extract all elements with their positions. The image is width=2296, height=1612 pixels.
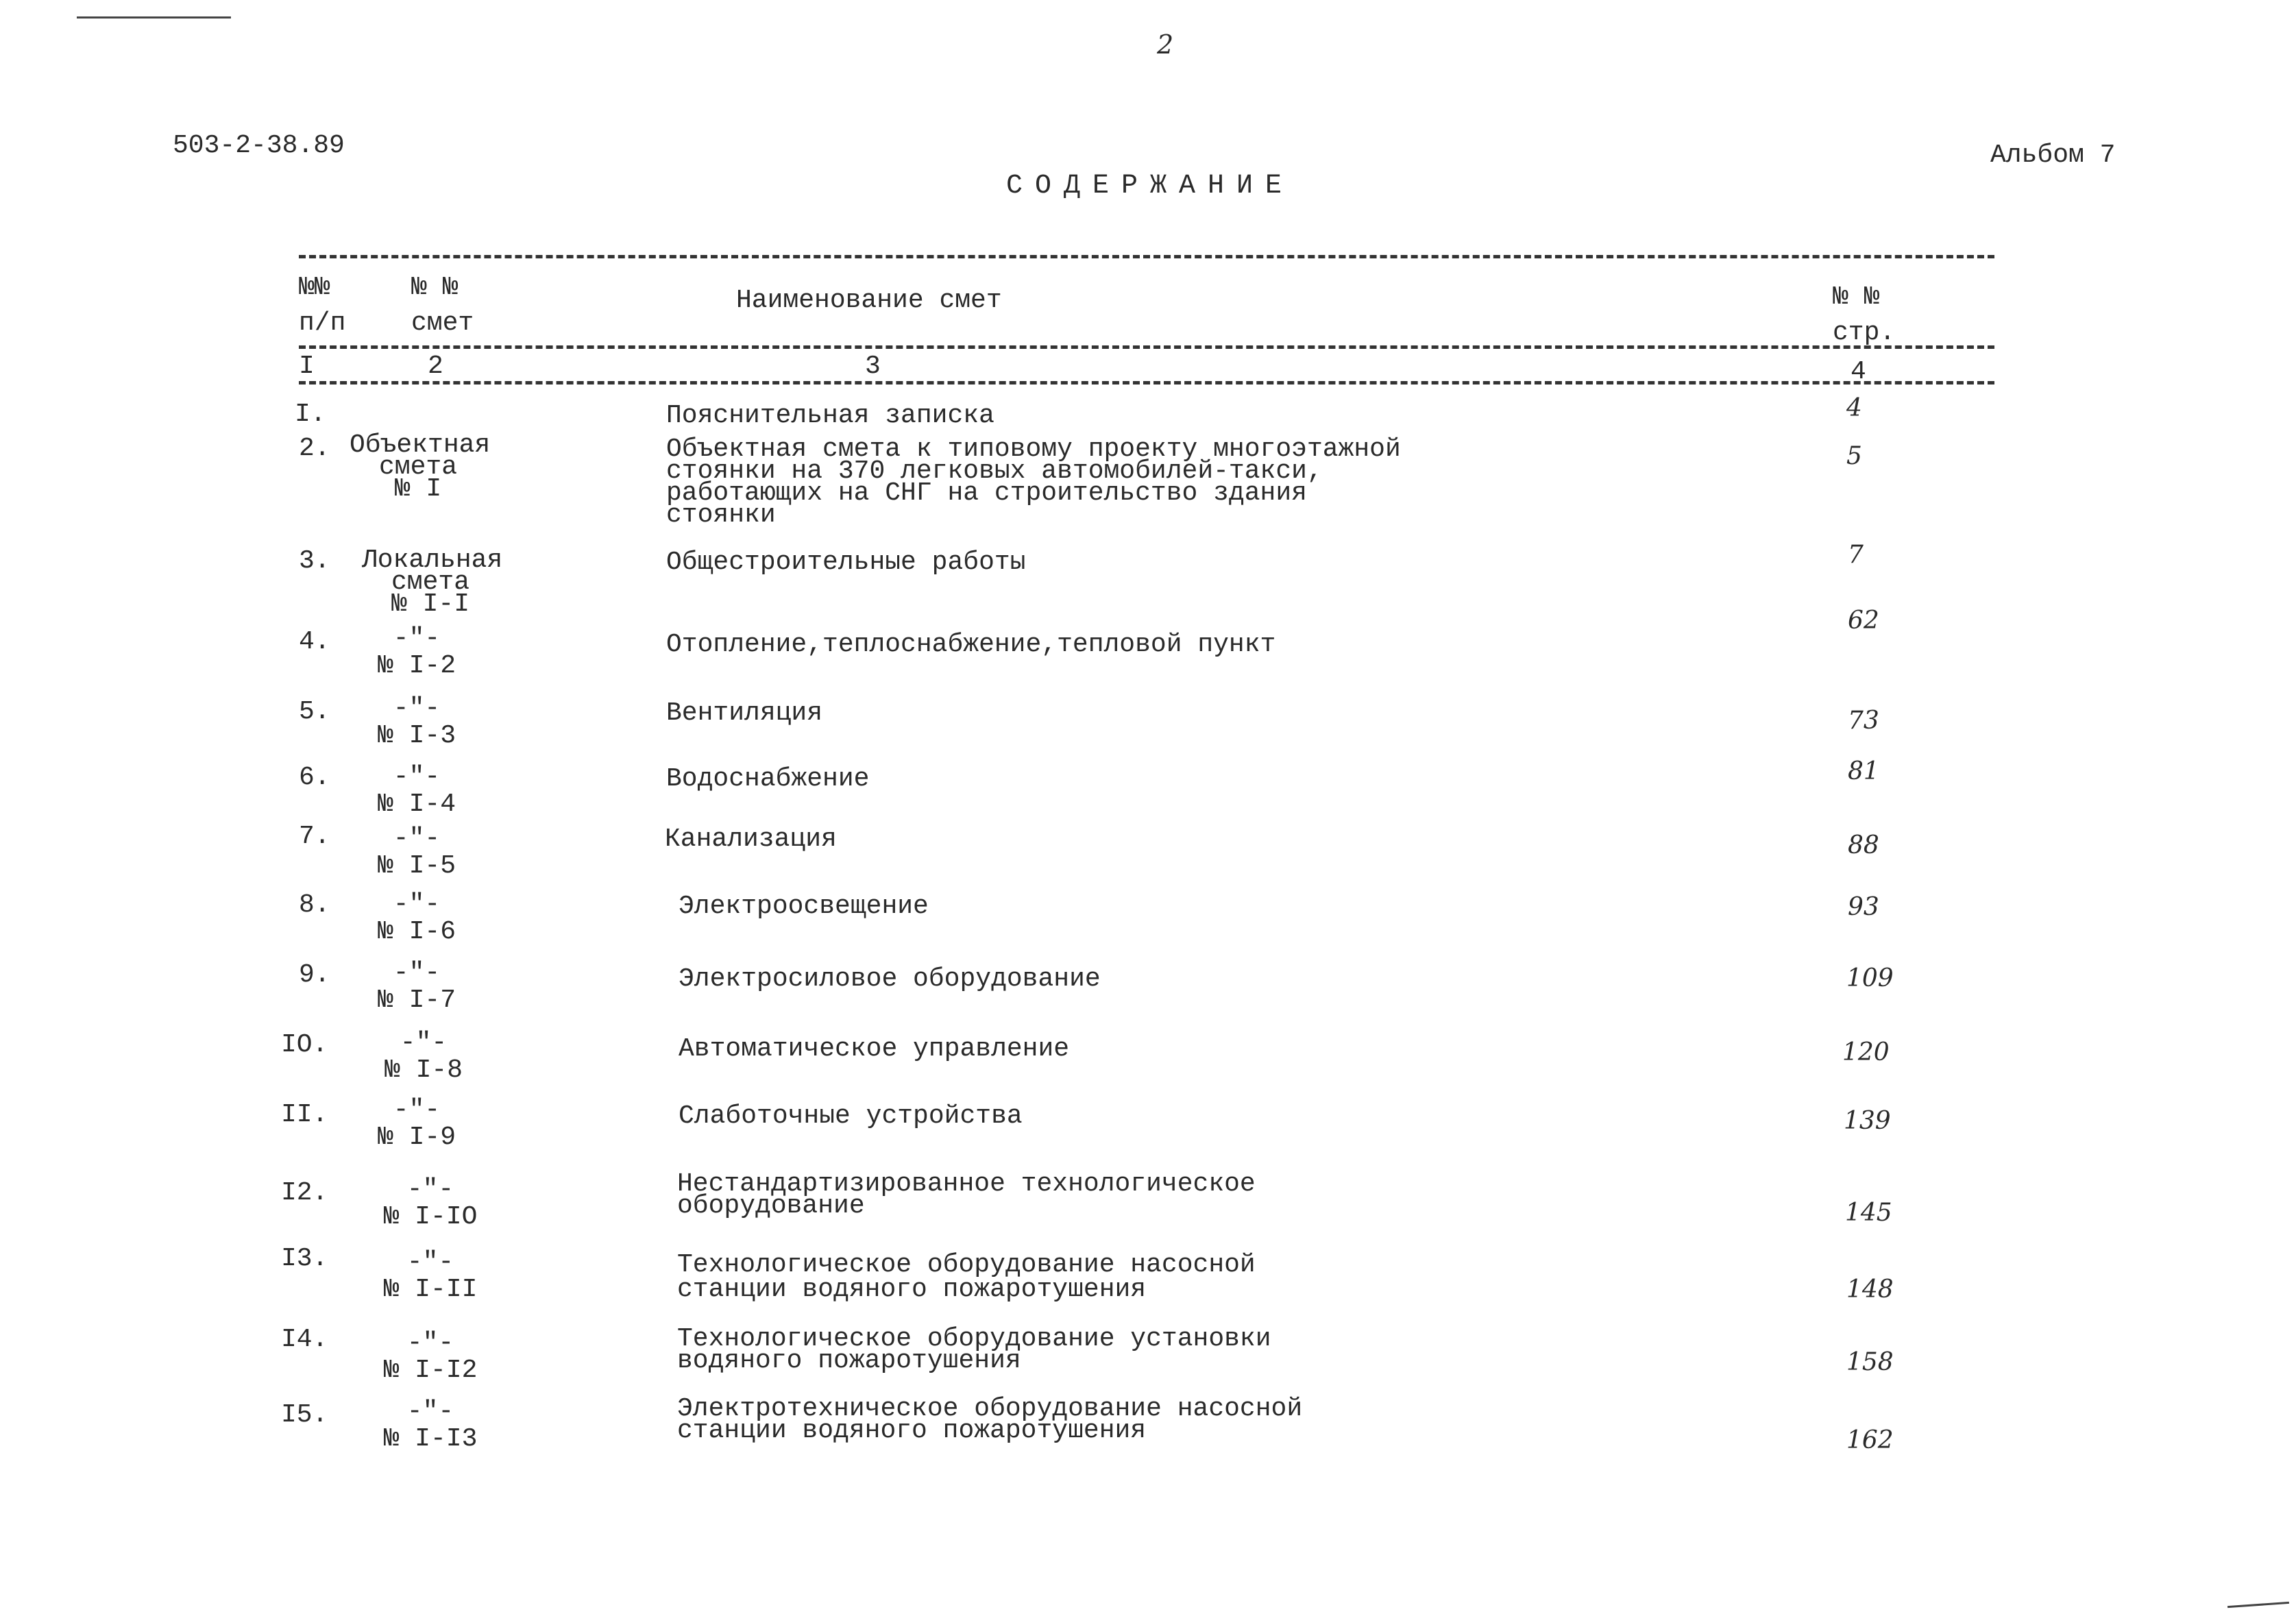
- row-page-number: 158: [1846, 1348, 1894, 1376]
- row-number: I.: [295, 400, 326, 429]
- row-number: 3.: [299, 546, 330, 576]
- row-number: 5.: [299, 697, 330, 726]
- row-estimate-name: Нестандартизированное технологическое оборудование: [677, 1169, 1256, 1221]
- row-page-number: 73: [1848, 707, 1879, 735]
- row-number: 9.: [299, 960, 330, 990]
- row-estimate-name: Слаботочные устройства: [679, 1101, 1023, 1131]
- row-estimate-name: Электротехническое оборудование насосной станции водяного пожаротушения: [677, 1394, 1303, 1445]
- row-estimate-number: -"- № I-2: [377, 624, 456, 681]
- header-page-number: № № стр.: [1833, 282, 1896, 347]
- row-page-number: 120: [1842, 1038, 1890, 1066]
- column-number-4: 4: [1851, 357, 1866, 387]
- row-estimate-number: Объектная смета № I: [350, 430, 491, 504]
- row-estimate-number: -"- № I-6: [377, 890, 456, 947]
- row-estimate-number: -"- № I-IO: [383, 1175, 478, 1232]
- row-number: 2.: [299, 434, 330, 463]
- row-page-number: 162: [1846, 1426, 1894, 1454]
- header-bottom-rule: [299, 345, 1994, 349]
- row-estimate-name: Вентиляция: [666, 698, 823, 728]
- row-number: IO.: [281, 1030, 328, 1060]
- page-title: СОДЕРЖАНИЕ: [1006, 171, 1295, 202]
- row-number: I3.: [281, 1244, 328, 1273]
- row-number: I5.: [281, 1400, 328, 1430]
- page-number: 2: [1157, 29, 1174, 60]
- row-estimate-name: Электроосвещение: [679, 892, 929, 921]
- row-number: II.: [281, 1100, 328, 1129]
- row-page-number: 7: [1848, 541, 1864, 569]
- row-estimate-name: Технологическое оборудование насосной станции водяного пожаротушения: [677, 1250, 1256, 1304]
- row-estimate-name: Водоснабжение: [666, 764, 870, 794]
- row-number: 8.: [299, 890, 330, 920]
- column-number-2: 2: [428, 352, 443, 381]
- row-page-number: 109: [1846, 964, 1894, 992]
- row-estimate-number: -"- № I-II: [383, 1247, 478, 1304]
- row-number: I4.: [281, 1325, 328, 1354]
- row-estimate-number: -"- № I-3: [377, 694, 456, 750]
- row-estimate-number: -"- № I-8: [384, 1028, 463, 1085]
- album-label: Альбом 7: [1990, 141, 2116, 170]
- row-page-number: 145: [1845, 1199, 1892, 1227]
- document-code: 503-2-38.89: [173, 131, 345, 160]
- header-row-number: №№ п/п: [299, 273, 346, 338]
- row-estimate-name: Электросиловое оборудование: [679, 964, 1101, 994]
- row-page-number: 5: [1846, 442, 1862, 470]
- row-number: 7.: [299, 822, 330, 851]
- row-estimate-name: Канализация: [665, 825, 837, 854]
- row-estimate-name: Объектная смета к типовому проекту многоэтажной стоянки на 370 легковых автомобилей-такси, работающих на СНГ на строительство здания стоянки: [666, 435, 1401, 530]
- row-number: 4.: [299, 627, 330, 657]
- row-page-number: 88: [1848, 831, 1879, 859]
- row-estimate-number: -"- № I-7: [377, 958, 456, 1015]
- row-estimate-name: Технологическое оборудование установки водяного пожаротушения: [677, 1324, 1271, 1376]
- header-estimate-name: Наименование смет: [736, 286, 1002, 315]
- row-number: I2.: [281, 1178, 328, 1208]
- row-page-number: 93: [1848, 893, 1879, 921]
- row-page-number: 139: [1844, 1107, 1891, 1135]
- header-estimate-number: № № смет: [411, 273, 474, 338]
- row-page-number: 62: [1848, 607, 1879, 635]
- row-estimate-number: -"- № I-I3: [383, 1397, 478, 1454]
- row-number: 6.: [299, 763, 330, 792]
- row-estimate-number: Локальная смета № I-I: [362, 546, 503, 619]
- column-number-1: I: [299, 352, 315, 381]
- margin-mark-line: [77, 16, 231, 19]
- margin-mark-line: [2227, 1602, 2289, 1608]
- row-estimate-name: Общестроительные работы: [666, 548, 1026, 577]
- row-page-number: 148: [1846, 1275, 1894, 1304]
- column-number-3: 3: [865, 352, 881, 381]
- row-estimate-number: -"- № I-4: [377, 762, 456, 819]
- column-numbers-rule: [299, 381, 1994, 384]
- row-estimate-number: -"- № I-5: [377, 824, 456, 881]
- row-page-number: 4: [1846, 394, 1862, 422]
- row-page-number: 81: [1848, 757, 1879, 785]
- row-estimate-name: Отопление,теплоснабжение,тепловой пункт: [666, 630, 1276, 659]
- row-estimate-name: Пояснительная записка: [666, 401, 994, 430]
- row-estimate-number: -"- № I-9: [377, 1095, 456, 1152]
- row-estimate-number: -"- № I-I2: [383, 1328, 478, 1385]
- row-estimate-name: Автоматическое управление: [679, 1034, 1070, 1064]
- table-top-rule: [299, 255, 1994, 258]
